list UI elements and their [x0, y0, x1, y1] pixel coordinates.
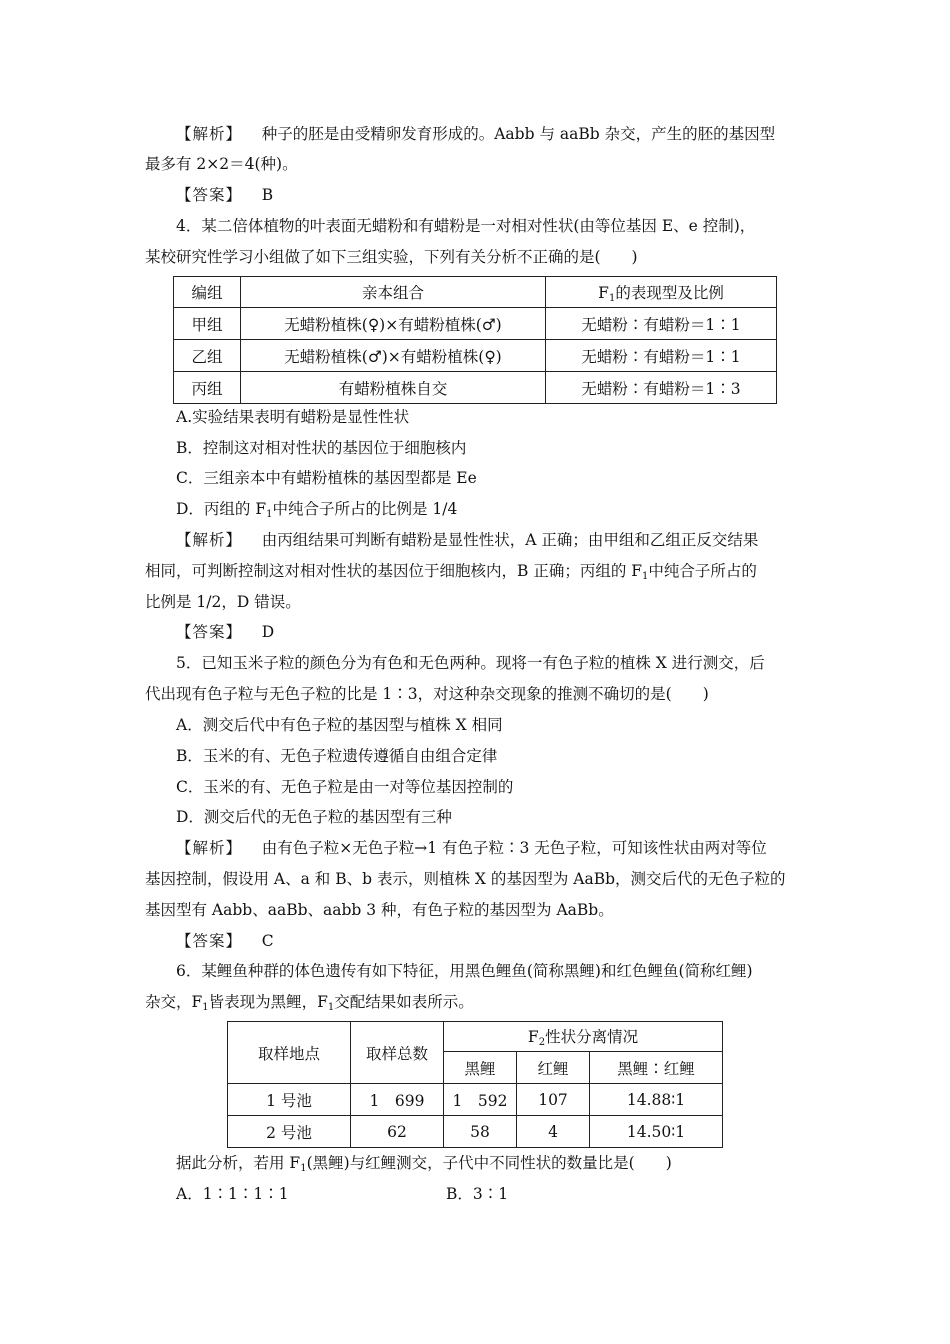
q5-option-d: D．测交后代的无色子粒的基因型有三种	[176, 808, 452, 826]
answer-value: B	[261, 186, 274, 204]
q6-stem: 6．某鲤鱼种群的体色遗传有如下特征，用黑色鲤鱼(简称黑鲤)和红色鲤鱼(简称红鲤)	[176, 962, 753, 980]
table-cell: 甲组	[174, 308, 241, 340]
q4-analysis-cont: 相同，可判断控制这对相对性状的基因位于细胞核内，B 正确；丙组的 $F_1$中纯合子所占的	[145, 562, 757, 582]
table-cell: 62	[351, 1116, 444, 1148]
q3-answer	[176, 184, 273, 206]
table-cell: 丙组	[174, 372, 241, 404]
table-header: $F_1$的表现型及比例	[546, 277, 777, 308]
table-cell: 14.88∶1	[590, 1084, 723, 1116]
table-cell: 1 699	[351, 1084, 444, 1116]
table-header: 编组	[174, 277, 241, 308]
q5-analysis-cont: 基因控制，假设用 A、a 和 B、b 表示，则植株 X 的基因型为 AaBb，测交后代的无色子粒的	[145, 870, 786, 888]
table-cell: 14.50∶1	[590, 1116, 723, 1148]
table-subheader: 红鲤	[517, 1052, 590, 1084]
analysis-label: 【解析】	[176, 839, 243, 857]
table-cell: 4	[517, 1116, 590, 1148]
table-subheader: 黑鲤	[444, 1052, 517, 1084]
table-cell: 无蜡粉∶有蜡粉＝1∶1	[546, 340, 777, 372]
table-header: $F_2$性状分离情况	[444, 1022, 723, 1052]
answer-label: 【答案】	[176, 186, 243, 204]
q3-analysis	[176, 123, 775, 145]
q4-table	[173, 276, 777, 404]
q5-stem-cont: 代出现有色子粒与无色子粒的比是 1∶3，对这种杂交现象的推测不确切的是( )	[145, 685, 709, 703]
q3-analysis-cont: 最多有 2×2＝4(种)。	[145, 155, 298, 173]
table-cell: 1 号池	[228, 1084, 351, 1116]
q4-analysis-cont2: 比例是 1/2，D 错误。	[145, 593, 301, 611]
q6-stem-cont: 杂交，$F_1$皆表现为黑鲤，$F_1$交配结果如表所示。	[145, 993, 474, 1013]
q4-option-d: D．丙组的 $F_1$中纯合子所占的比例是 1/4	[176, 500, 458, 520]
q4-option-c: C．三组亲本中有蜡粉植株的基因型都是 Ee	[176, 469, 477, 487]
table-cell: 无蜡粉植株(♂)×有蜡粉植株(♀)	[241, 340, 546, 372]
q4-analysis	[176, 529, 758, 551]
answer-value: D	[261, 623, 275, 641]
table-header: 取样地点	[228, 1022, 351, 1084]
table-cell: 无蜡粉∶有蜡粉＝1∶1	[546, 308, 777, 340]
answer-label: 【答案】	[176, 932, 243, 950]
q4-option-b: B．控制这对相对性状的基因位于细胞核内	[176, 439, 467, 457]
q6-option-a: A．1∶1∶1∶1	[176, 1185, 289, 1203]
q4-option-a: A.实验结果表明有蜡粉是显性性状	[176, 408, 410, 426]
analysis-label: 【解析】	[176, 531, 243, 549]
q5-option-c: C．玉米的有、无色子粒是由一对等位基因控制的	[176, 778, 514, 796]
analysis-label: 【解析】	[176, 125, 243, 143]
table-cell: 2 号池	[228, 1116, 351, 1148]
q5-stem: 5．已知玉米子粒的颜色分为有色和无色两种。现将一有色子粒的植株 X 进行测交，后	[176, 654, 765, 672]
q5-analysis-cont2: 基因型有 Aabb、aaBb、aabb 3 种，有色子粒的基因型为 AaBb。	[145, 901, 614, 919]
table-subheader: 黑鲤∶红鲤	[590, 1052, 723, 1084]
table-cell: 无蜡粉∶有蜡粉＝1∶3	[546, 372, 777, 404]
q5-option-a: A．测交后代中有色子粒的基因型与植株 X 相同	[176, 716, 503, 734]
analysis-text: 由有色子粒×无色子粒→1 有色子粒∶3 无色子粒，可知该性状由两对等位	[261, 839, 767, 857]
q4-stem: 4．某二倍体植物的叶表面无蜡粉和有蜡粉是一对相对性状(由等位基因 E、e 控制)，	[176, 217, 756, 235]
q5-option-b: B．玉米的有、无色子粒遗传遵循自由组合定律	[176, 747, 498, 765]
q6-tail: 据此分析，若用 $F_1$(黑鲤)与红鲤测交，子代中不同性状的数量比是( )	[176, 1154, 672, 1174]
answer-label: 【答案】	[176, 623, 243, 641]
analysis-text: 由丙组结果可判断有蜡粉是显性性状，A 正确；由甲组和乙组正反交结果	[261, 531, 759, 549]
q5-answer	[176, 930, 274, 952]
table-cell: 107	[517, 1084, 590, 1116]
table-header: 亲本组合	[241, 277, 546, 308]
q6-option-b: B．3∶1	[446, 1185, 509, 1203]
answer-value: C	[261, 932, 274, 950]
table-cell: 1 592	[444, 1084, 517, 1116]
analysis-text: 种子的胚是由受精卵发育形成的。Aabb 与 aaBb 杂交，产生的胚的基因型	[261, 125, 776, 143]
q4-stem-cont: 某校研究性学习小组做了如下三组实验，下列有关分析不正确的是( )	[145, 248, 638, 266]
q6-table	[227, 1021, 723, 1148]
q4-answer	[176, 621, 274, 643]
table-cell: 乙组	[174, 340, 241, 372]
table-cell: 58	[444, 1116, 517, 1148]
table-cell: 有蜡粉植株自交	[241, 372, 546, 404]
q5-analysis	[176, 837, 767, 859]
table-cell: 无蜡粉植株(♀)×有蜡粉植株(♂)	[241, 308, 546, 340]
table-header: 取样总数	[351, 1022, 444, 1084]
